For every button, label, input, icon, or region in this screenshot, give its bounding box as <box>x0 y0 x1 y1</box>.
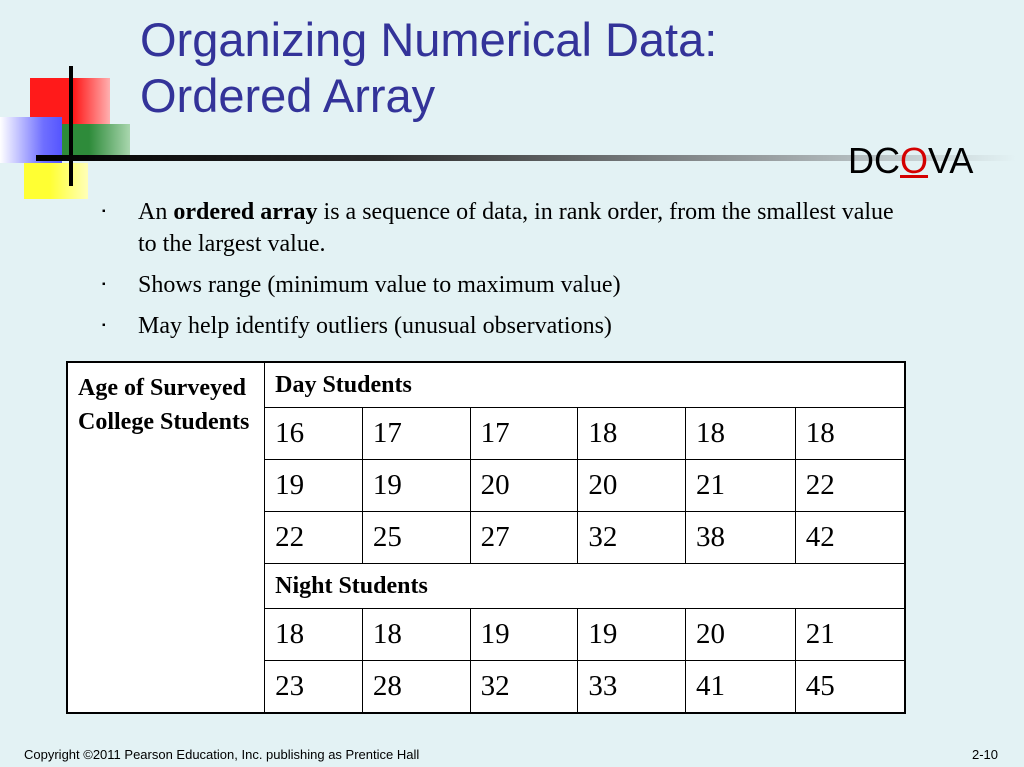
table-cell: 25 <box>362 512 470 564</box>
table-cell: 18 <box>265 609 363 661</box>
bullet-list <box>100 196 900 351</box>
table-cell: 19 <box>470 609 578 661</box>
table-cell: 27 <box>470 512 578 564</box>
table-cell: 20 <box>470 460 578 512</box>
table-cell: 18 <box>795 408 905 460</box>
slide-title <box>140 12 717 124</box>
title-line-1: Organizing Numerical Data: <box>140 13 718 66</box>
table-cell: 28 <box>362 661 470 714</box>
table-cell: 20 <box>578 460 686 512</box>
bullet-marker-icon: ▪ <box>102 279 106 290</box>
table-cell: 41 <box>686 661 796 714</box>
bullet-item: ▪ May help identify outliers (unusual observations) <box>100 310 900 342</box>
table-cell: 19 <box>265 460 363 512</box>
copyright-footer: Copyright ©2011 Pearson Education, Inc. publishing as Prentice Hall <box>24 747 420 762</box>
table-cell: 18 <box>578 408 686 460</box>
ages-table <box>66 361 906 714</box>
day-header-row <box>67 362 905 408</box>
page-number: 2-10 <box>972 747 999 762</box>
table-cell: 32 <box>578 512 686 564</box>
bold-term: ordered array <box>173 199 318 225</box>
bullet-marker-icon: ▪ <box>102 206 106 217</box>
table-cell: 17 <box>470 408 578 460</box>
dcova-post: VA <box>928 140 974 181</box>
table-row-label: Age of Surveyed College Students <box>67 362 265 713</box>
title-line-2: Ordered Array <box>140 69 436 122</box>
bullet-item: ▪ Shows range (minimum value to maximum value) <box>100 269 900 301</box>
decor-yellow-square <box>24 163 88 199</box>
bullet-item: ▪ An ordered array is a sequence of data, in rank order, from the smallest value to the largest value. <box>100 196 900 260</box>
decor-vertical-line <box>69 66 73 186</box>
dcova-pre: DC <box>848 140 900 181</box>
table-cell: 22 <box>795 460 905 512</box>
table-cell: 16 <box>265 408 363 460</box>
table-cell: 19 <box>362 460 470 512</box>
table-cell: 21 <box>686 460 796 512</box>
table-cell: 38 <box>686 512 796 564</box>
table-cell: 18 <box>686 408 796 460</box>
table-cell: 45 <box>795 661 905 714</box>
dcova-highlight: O <box>900 140 929 181</box>
table-cell: 42 <box>795 512 905 564</box>
dcova-label <box>848 140 973 182</box>
table-cell: 21 <box>795 609 905 661</box>
table-cell: 33 <box>578 661 686 714</box>
day-students-header: Day Students <box>265 362 905 408</box>
table-cell: 20 <box>686 609 796 661</box>
table-cell: 23 <box>265 661 363 714</box>
bullet-marker-icon: ▪ <box>102 320 106 331</box>
table-cell: 22 <box>265 512 363 564</box>
table-cell: 18 <box>362 609 470 661</box>
table-cell: 32 <box>470 661 578 714</box>
table-cell: 17 <box>362 408 470 460</box>
night-students-header: Night Students <box>265 564 905 609</box>
table-cell: 19 <box>578 609 686 661</box>
